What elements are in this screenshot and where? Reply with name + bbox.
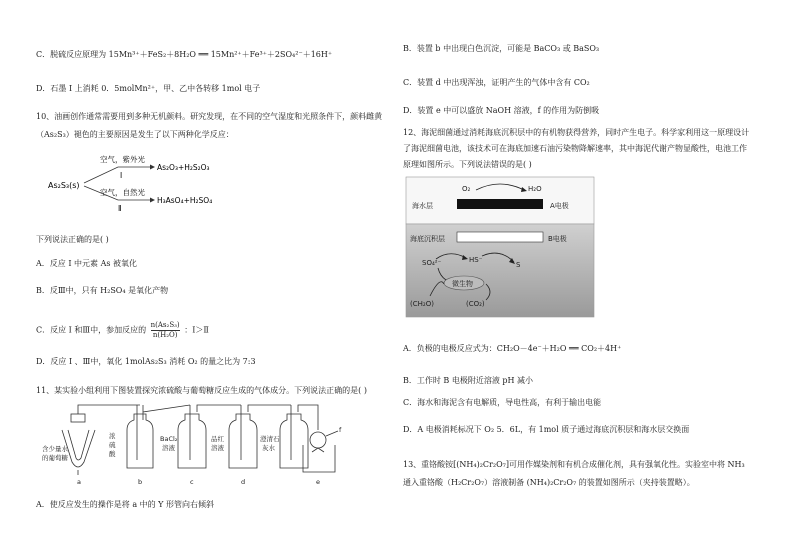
q12-stem-line2: 了海泥细菌电池，该技术可在海底加速石油污染物降解速率，其中海泥代谢产物显酸性，电池工作	[403, 144, 747, 153]
microbe-text-overlay: 微生物	[452, 280, 473, 288]
label-d: d	[241, 478, 246, 486]
label-e: e	[316, 478, 320, 486]
scheme-upper-condition: 空气，紫外光	[100, 155, 145, 164]
q9-option-d: D．石墨 I 上消耗 0．5molMn²⁺，甲、乙中各转移 1mol 电子	[36, 84, 261, 93]
q10-option-a: A．反应 I 中元素 As 被氧化	[36, 259, 137, 268]
co2-label: (CO₂)	[466, 300, 485, 308]
hs-label: HS⁻	[469, 256, 483, 264]
label-c: c	[190, 478, 194, 486]
f-label: f	[339, 426, 342, 434]
h2o-label: H₂O	[528, 185, 542, 193]
q10-option-c-suffix: ：I＞Ⅱ	[184, 325, 209, 335]
q10-option-d: D．反应 I 、Ⅲ中，氧化 1molAs₂S₃ 消耗 O₂ 的量之比为 7:3	[36, 357, 256, 366]
q10-option-b: B．反Ⅲ中，只有 H₂SO₄ 是氧化产物	[36, 286, 169, 295]
e-text-1: 澄清石	[260, 435, 280, 443]
q11-option-b: B．装置 b 中出现白色沉淀，可能是 BaCO₃ 或 BaSO₃	[403, 44, 600, 53]
q12-stem-line1: 12、海泥细菌通过消耗海底沉积层中的有机物获得营养，同时产生电子。科学家利用这一原理设计	[403, 128, 750, 137]
b-text-2: 硫	[109, 441, 116, 449]
so4-label: SO₄²⁻	[422, 259, 442, 267]
b-electrode-label: B电极	[548, 235, 567, 243]
d-text-2: 溶液	[211, 444, 224, 452]
c-text-1: BaCl₂	[160, 435, 178, 443]
c-text-2: 溶液	[162, 444, 175, 452]
scheme-reactant: As₂S₃(s)	[48, 181, 80, 190]
q11-option-d: D．装置 e 中可以盛放 NaOH 溶液，f 的作用为防倒吸	[403, 106, 600, 115]
q10-stem-line1: 10、油画创作通常需要用到多种无机颜料。研究发现，在不同的空气湿度和光照条件下，颜料雌黄	[36, 112, 383, 121]
q9-option-c: C．脱硫反应原理为 15Mn³⁺＋FeS₂＋8H₂O ══ 15Mn²⁺＋Fe³⁺＋2SO₄²⁻＋16H⁺	[36, 50, 333, 59]
e-text-2: 灰水	[262, 444, 275, 452]
q10-option-c-prefix: C．反应 I 和Ⅲ中，参加反应的	[36, 325, 147, 335]
q12-option-d: D．A 电极消耗标况下 O₂ 5．6L，有 1mol 质子通过海底沉积层和海水层交换面	[403, 425, 690, 434]
ch2o-label: (CH₂O)	[410, 300, 434, 308]
label-b: b	[138, 478, 143, 486]
scheme-lower-product: H₃AsO₄+H₂SO₄	[157, 196, 213, 205]
b-text-3: 酸	[109, 450, 116, 458]
q11-option-c: C．装置 d 中出现浑浊，证明产生的气体中含有 CO₂	[403, 78, 590, 87]
q12-option-b: B．工作时 B 电极附近溶液 pH 减小	[403, 376, 534, 385]
q13-stem-line1: 13、重铬酸铵[(NH₄)₂Cr₂O₇]可用作媒染剂和有机合成催化剂，具有强氧化性。实验室中将 NH₃	[403, 460, 745, 469]
q12-stem-line3: 原理如图所示。下列说法错误的是( )	[403, 160, 532, 169]
d-text-1: 品红	[211, 435, 224, 443]
a-electrode-label: A电极	[550, 202, 569, 210]
ratio-denominator: n(H₂O)	[152, 331, 178, 339]
q13-stem-line2: 通入重铬酸（H₂Cr₂O₇）溶液制备 (NH₄)₂Cr₂O₇ 的装置如图所示（夹持装置略）。	[403, 478, 695, 487]
a-text-2: 的葡萄糖	[42, 454, 68, 462]
q10-stem-line2: （As₂S₃）褪色的主要原因是发生了以下两种化学反应：	[36, 130, 234, 139]
scheme-upper-product: As₂O₃+H₂S₂O₃	[157, 163, 210, 172]
a-text-1: 含少量水	[42, 445, 68, 453]
ratio-numerator: n(As₂S₃)	[150, 321, 180, 329]
q11-stem: 11、某实验小组利用下图装置探究浓硫酸与葡萄糖反应生成的气体成分。下列说法正确的是( )	[36, 386, 367, 395]
scheme-lower-condition: 空气，自然光	[100, 188, 145, 197]
q10-question: 下列说法正确的是( )	[36, 235, 109, 244]
sea-layer-label: 海水层	[412, 202, 433, 210]
sediment-label: 海底沉积层	[410, 235, 445, 243]
scheme-lower-label: Ⅱ	[118, 204, 122, 213]
label-a: a	[77, 478, 81, 486]
s-label: S	[516, 261, 521, 269]
q12-option-a: A．负极的电极反应式为：CH₂O－4e⁻＋H₂O ══ CO₂＋4H⁺	[403, 344, 622, 353]
o2-label: O₂	[462, 185, 471, 193]
q12-option-c: C．海水和海泥含有电解质，导电性高，有利于输出电能	[403, 398, 602, 407]
b-text-1: 浓	[109, 432, 116, 440]
scheme-upper-label: I	[120, 171, 123, 180]
q11-option-a: A．使反应发生的操作是将 a 中的 Y 形管向右倾斜	[36, 500, 214, 509]
